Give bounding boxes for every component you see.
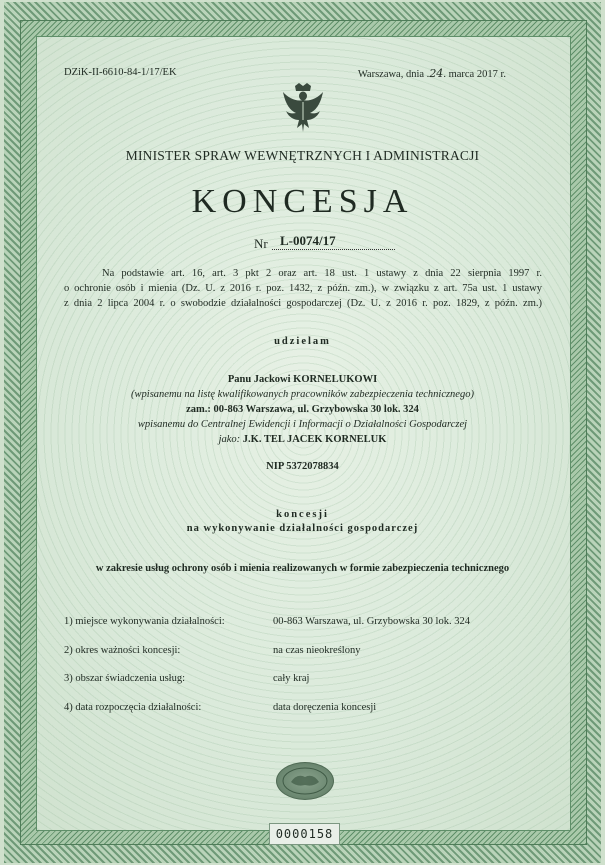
legal-basis-line: Na podstawie art. 16, art. 3 pkt 2 oraz art. 18 ust. 1 ustawy z dnia 22 sierpnia 1997 r. (102, 268, 542, 279)
recipient-address: zam.: 00-863 Warszawa, ul. Grzybowska 30 lok. 324 (186, 404, 419, 415)
number-label: Nr (254, 236, 268, 251)
legal-basis (64, 266, 542, 311)
detail-value: na czas nieokreślony (273, 645, 361, 656)
concession-number: L-0074/17 (272, 233, 395, 250)
issuing-authority: MINISTER SPRAW WEWNĘTRZNYCH I ADMINISTRACJI (125, 148, 480, 163)
place-prefix: Warszawa, dnia . (357, 69, 430, 80)
recipient-name: Panu Jackowi KORNELUKOWI (227, 374, 378, 385)
handwritten-day: 24 (429, 67, 444, 80)
detail-label: 4) data rozpoczęcia działalności: (64, 702, 202, 713)
grant-statement: udzielam (274, 336, 331, 347)
place-and-date (358, 67, 506, 80)
detail-label: 2) okres ważności koncesji: (64, 645, 181, 656)
legal-basis-line: z dnia 2 lipca 2004 r. o swobodzie działalności gospodarczej (Dz. U. z 2016 r. poz. 1829, z późn. zm.) (64, 298, 542, 309)
detail-label: 1) miejsce wykonywania działalności: (64, 616, 225, 627)
serial-number: 0000158 (269, 823, 340, 845)
reference-number: DZiK-II-6610-84-1/17/EK (64, 67, 177, 78)
recipient-business-name (0, 434, 605, 445)
embossed-seal-icon (276, 762, 334, 800)
detail-label: 3) obszar świadczenia usług: (64, 673, 186, 684)
document-title: KONCESJA (191, 183, 414, 220)
business-name-prefix: jako: (218, 434, 241, 445)
activity-description: na wykonywanie działalności gospodarczej (186, 523, 419, 534)
place-suffix: . marca 2017 r. (443, 69, 506, 80)
recipient-registry: wpisanemu do Centralnej Ewidencji i Informacji o Działalności Gospodarczej (137, 419, 468, 430)
detail-value: data doręczenia koncesji (273, 702, 377, 713)
detail-value: cały kraj (273, 673, 310, 684)
legal-basis-line: o ochronie osób i mienia (Dz. U. z 2016 r. poz. 1432, z późn. zm.), w związku z art. 75a ust. 1 ustawy (64, 283, 542, 294)
recipient-qualification: (wpisanemu na listę kwalifikowanych pracowników zabezpieczenia technicznego) (131, 389, 474, 400)
white-eagle-emblem-icon (280, 80, 326, 138)
business-name: J.K. TEL JACEK KORNELUK (242, 434, 387, 445)
detail-value: 00-863 Warszawa, ul. Grzybowska 30 lok. 324 (273, 616, 470, 627)
concession-word: koncesji (276, 509, 329, 520)
recipient-nip: NIP 5372078834 (266, 461, 339, 472)
scope-description: w zakresie usług ochrony osób i mienia realizowanych w formie zabezpieczenia technicznego (95, 563, 510, 574)
